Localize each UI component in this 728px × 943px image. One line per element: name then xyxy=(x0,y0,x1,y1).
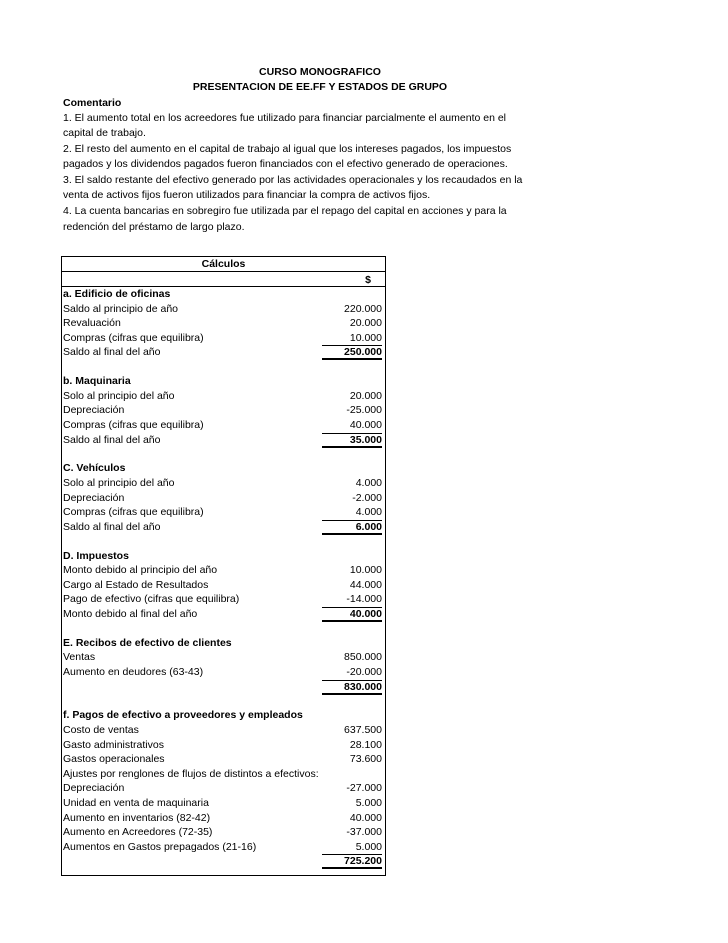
comment-line: pagados y los dividendos pagados fueron financiados con el efectivo generado de operaciones. xyxy=(63,158,508,171)
row-label: Saldo al final del año xyxy=(63,346,161,359)
row-value: 40.000 xyxy=(322,607,382,622)
table-row xyxy=(63,665,382,679)
row-value: 725.200 xyxy=(322,854,382,869)
table-row xyxy=(63,811,382,825)
table-row xyxy=(63,840,382,854)
comment-heading: Comentario xyxy=(63,97,122,109)
section-heading xyxy=(63,461,382,475)
row-label: Compras (cifras que equilibra) xyxy=(63,331,204,344)
row-value: 44.000 xyxy=(349,578,382,591)
row-label: Saldo al final del año xyxy=(63,520,161,533)
section-heading-label: f. Pagos de efectivo a proveedores y empleados xyxy=(63,709,303,722)
table-row xyxy=(63,578,382,592)
total-row xyxy=(63,854,382,868)
currency-header: $ xyxy=(365,274,371,286)
row-value: 20.000 xyxy=(349,317,382,330)
row-value: 220.000 xyxy=(344,302,382,315)
table-row xyxy=(63,331,382,345)
row-label: Depreciación xyxy=(63,404,125,417)
table-row xyxy=(63,505,382,519)
row-label: Cargo al Estado de Resultados xyxy=(63,578,209,591)
row-value: 4.000 xyxy=(355,477,382,489)
table-row xyxy=(63,316,382,330)
row-label: Compras (cifras que equilibra) xyxy=(63,419,204,431)
comment-line: 4. La cuenta bancarias en sobregiro fue utilizada par el repago del capital en acciones y para la xyxy=(63,205,507,218)
document-title: CURSO MONOGRAFICO xyxy=(259,66,381,78)
table-row xyxy=(63,767,382,781)
comment-line: 1. El aumento total en los acreedores fue utilizado para financiar parcialmente el aumento en el xyxy=(63,112,507,124)
row-value: -25.000 xyxy=(346,404,382,417)
section-heading-label: a. Edificio de oficinas xyxy=(63,288,171,300)
table-row xyxy=(63,403,382,417)
table-row xyxy=(63,563,382,577)
total-row xyxy=(63,520,382,534)
table-row xyxy=(63,389,382,403)
table-row xyxy=(63,592,382,606)
row-value: 4.000 xyxy=(355,506,382,519)
table-row xyxy=(63,781,382,795)
divider xyxy=(62,271,385,272)
table-row xyxy=(63,476,382,490)
table-row xyxy=(63,302,382,316)
row-value: -2.000 xyxy=(352,491,382,504)
calculations-title: Cálculos xyxy=(201,258,246,270)
section-heading xyxy=(63,374,382,388)
section-heading-label: C. Vehículos xyxy=(63,462,126,475)
row-label: Aumentos en Gastos prepagados (21-16) xyxy=(63,840,257,853)
row-value: -27.000 xyxy=(346,782,382,795)
row-label: Aumento en inventarios (82-42) xyxy=(63,811,211,824)
section-heading-label: D. Impuestos xyxy=(63,549,129,562)
row-value: 73.600 xyxy=(349,753,382,766)
row-value: 5.000 xyxy=(355,797,382,809)
row-value: 28.100 xyxy=(349,738,382,751)
total-row xyxy=(63,345,382,359)
row-label: Compras (cifras que equilibra) xyxy=(63,506,204,519)
row-label: Depreciación xyxy=(63,491,125,504)
row-value: 10.000 xyxy=(349,564,382,577)
row-value: 40.000 xyxy=(349,419,382,431)
row-label: Solo al principio del año xyxy=(63,389,175,402)
comment-line: venta de activos fijos fueron utilizados para financiar la compra de activos fijos. xyxy=(63,189,431,202)
table-row xyxy=(63,418,382,432)
row-label: Pago de efectivo (cifras que equilibra) xyxy=(63,593,240,606)
row-label: Revaluación xyxy=(63,317,121,330)
row-value: -20.000 xyxy=(346,666,382,678)
table-row xyxy=(63,738,382,752)
row-label: Costo de ventas xyxy=(63,724,139,736)
row-label: Gasto administrativos xyxy=(63,738,164,751)
row-label: Monto debido al final del año xyxy=(63,608,198,620)
comment-line: capital de trabajo. xyxy=(63,127,146,140)
row-label: Saldo al final del año xyxy=(63,433,161,446)
comment-line: 3. El saldo restante del efectivo generado por las actividades operacionales y los recaudados en la xyxy=(63,173,523,186)
section-heading xyxy=(63,287,382,301)
table-row xyxy=(63,650,382,664)
section-heading xyxy=(63,708,382,722)
document-subtitle: PRESENTACION DE EE.FF Y ESTADOS DE GRUPO xyxy=(192,81,448,93)
row-value: 6.000 xyxy=(322,520,382,535)
row-value: -37.000 xyxy=(346,826,382,839)
section-heading-label: b. Maquinaria xyxy=(63,375,131,388)
table-row xyxy=(63,723,382,737)
comment-line: 2. El resto del aumento en el capital de trabajo al igual que los intereses pagados, los impuestos xyxy=(63,142,512,155)
row-value: 637.500 xyxy=(344,724,382,736)
row-value: 10.000 xyxy=(349,331,382,344)
section-heading xyxy=(63,549,382,563)
section-heading-label: E. Recibos de efectivo de clientes xyxy=(63,636,232,649)
table-row xyxy=(63,796,382,810)
row-label: Gastos operacionales xyxy=(63,753,165,766)
row-label: Depreciación xyxy=(63,782,125,795)
calculations-table xyxy=(61,256,386,876)
row-label: Solo al principio del año xyxy=(63,477,175,489)
table-row xyxy=(63,491,382,505)
row-value: -14.000 xyxy=(346,593,382,606)
comment-body xyxy=(63,111,523,235)
row-value: 40.000 xyxy=(349,811,382,824)
row-label: Monto debido al principio del año xyxy=(63,564,218,577)
row-label: Ajustes por renglones de flujos de distintos a efectivos: xyxy=(63,767,319,780)
row-label: Aumento en deudores (63-43) xyxy=(63,666,204,678)
comment-line: redención del préstamo de largo plazo. xyxy=(63,220,245,233)
row-label: Saldo al principio de año xyxy=(63,302,178,315)
row-value: 5.000 xyxy=(355,840,382,853)
row-value: 830.000 xyxy=(322,680,382,695)
row-label: Ventas xyxy=(63,651,96,664)
row-value: 20.000 xyxy=(349,389,382,402)
table-row xyxy=(63,752,382,766)
row-value: 850.000 xyxy=(344,651,382,664)
row-value: 35.000 xyxy=(322,433,382,448)
row-label: Unidad en venta de maquinaria xyxy=(63,797,209,809)
table-row xyxy=(63,825,382,839)
row-value: 250.000 xyxy=(322,345,382,360)
total-row xyxy=(63,433,382,447)
total-row xyxy=(63,680,382,694)
total-row xyxy=(63,607,382,621)
section-heading xyxy=(63,636,382,650)
row-label: Aumento en Acreedores (72-35) xyxy=(63,826,213,839)
